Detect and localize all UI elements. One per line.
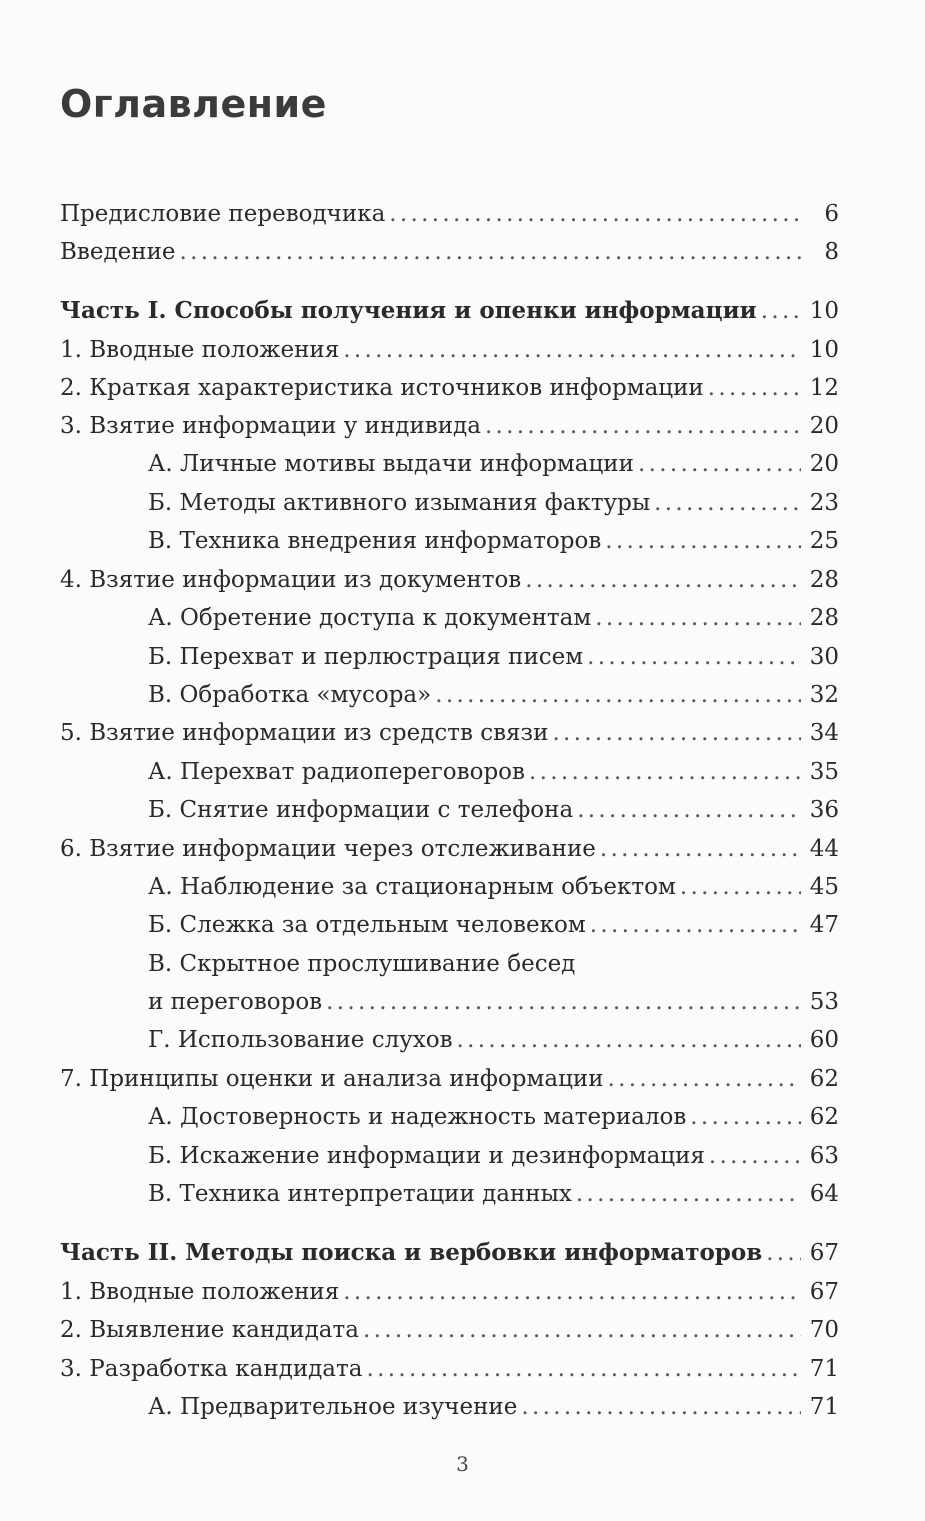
toc-entry bbox=[0, 1055, 839, 1093]
toc-entry-page: 30 bbox=[809, 644, 839, 670]
toc-entry-label: Б. Методы активного изымания фактуры bbox=[148, 490, 651, 516]
toc-entry-page: 47 bbox=[809, 912, 839, 938]
toc-leader-dots bbox=[363, 1316, 801, 1344]
toc-leader-dots bbox=[587, 643, 801, 671]
toc-entry-label: В. Техника внедрения информаторов bbox=[148, 528, 602, 554]
toc-leader-dots bbox=[608, 1065, 801, 1093]
toc-entry-page: 70 bbox=[809, 1317, 839, 1343]
toc-leader-dots bbox=[457, 1026, 801, 1054]
toc-entry-page: 20 bbox=[809, 451, 839, 477]
toc-entry-label: А. Достоверность и надежность материалов bbox=[148, 1104, 687, 1130]
toc-entry-label: и переговоров bbox=[148, 989, 323, 1015]
toc-entry-page: 32 bbox=[809, 682, 839, 708]
toc-entry-label: В. Скрытное прослушивание бесед bbox=[148, 951, 576, 977]
toc-entry-page: 34 bbox=[809, 720, 839, 746]
toc-entry bbox=[0, 440, 839, 478]
toc-entry bbox=[0, 825, 839, 863]
toc-leader-dots bbox=[576, 1180, 801, 1208]
toc-entry-label: 5. Взятие информации из средств связи bbox=[60, 720, 549, 746]
toc-entry-label: А. Личные мотивы выдачи информации bbox=[148, 451, 634, 477]
toc-leader-dots bbox=[521, 1393, 801, 1421]
toc-entry-label: 3. Взятие информации у индивида bbox=[60, 413, 481, 439]
toc-entry bbox=[0, 479, 839, 517]
toc-entry-label: А. Перехват радиопереговоров bbox=[148, 759, 525, 785]
toc-entry-label: Б. Искажение информации и дезинформация bbox=[148, 1143, 705, 1169]
toc-leader-dots bbox=[529, 758, 801, 786]
toc-entry-page: 35 bbox=[809, 759, 839, 785]
toc-entry-label: В. Обработка «мусора» bbox=[148, 682, 432, 708]
toc-leader-dots bbox=[343, 1278, 801, 1306]
toc-entry-label: А. Предварительное изучение bbox=[148, 1394, 518, 1420]
toc-leader-dots bbox=[690, 1103, 801, 1131]
toc-entry-page: 45 bbox=[809, 874, 839, 900]
toc-entry-label: Введение bbox=[60, 239, 176, 265]
toc-leader-dots bbox=[485, 412, 801, 440]
toc-part-heading bbox=[0, 1229, 839, 1267]
toc-entry bbox=[0, 786, 839, 824]
toc-entry-label: 7. Принципы оценки и анализа информации bbox=[60, 1066, 604, 1092]
toc-entry bbox=[0, 1383, 839, 1421]
toc-entry-label: Предисловие переводчика bbox=[60, 201, 386, 227]
toc-leader-dots bbox=[680, 873, 801, 901]
toc-entry-label: 6. Взятие информации через отслеживание bbox=[60, 836, 596, 862]
toc-entry bbox=[0, 1132, 839, 1170]
toc-entry-page: 6 bbox=[824, 201, 839, 227]
toc-entry-label: А. Наблюдение за стационарным объектом bbox=[148, 874, 676, 900]
toc-leader-dots bbox=[605, 527, 801, 555]
toc-leader-dots bbox=[343, 336, 801, 364]
toc-entry-label: 4. Взятие информации из документов bbox=[60, 567, 522, 593]
toc-entry-page: 67 bbox=[809, 1279, 839, 1305]
toc-entry bbox=[0, 633, 839, 671]
toc-entry bbox=[0, 748, 839, 786]
toc-entry-page: 62 bbox=[809, 1066, 839, 1092]
toc-entry-page: 25 bbox=[809, 528, 839, 554]
toc-entry-label: Часть I. Способы получения и опенки информации bbox=[60, 297, 757, 324]
toc-entry bbox=[0, 1345, 839, 1383]
toc-entry-label: Часть II. Методы поиска и вербовки информаторов bbox=[60, 1239, 763, 1266]
toc-entry bbox=[0, 1093, 839, 1131]
toc-entry bbox=[0, 1016, 839, 1054]
toc-leader-dots bbox=[766, 1239, 801, 1267]
toc-entry bbox=[0, 517, 839, 555]
toc-leader-dots bbox=[552, 719, 801, 747]
page-number: 3 bbox=[456, 1452, 469, 1476]
toc-entry bbox=[0, 1306, 839, 1344]
toc-entry-page: 20 bbox=[809, 413, 839, 439]
toc-entry bbox=[0, 863, 839, 901]
toc-entry-page: 60 bbox=[809, 1027, 839, 1053]
toc-entry bbox=[0, 978, 839, 1016]
toc-entry-label: Г. Использование слухов bbox=[148, 1027, 453, 1053]
toc-entry-label: Б. Слежка за отдельным человеком bbox=[148, 912, 586, 938]
toc-entry-label: 2. Выявление кандидата bbox=[60, 1317, 359, 1343]
toc-entry-page: 53 bbox=[809, 989, 839, 1015]
toc-entry-label: 2. Краткая характеристика источников информации bbox=[60, 375, 704, 401]
toc-entry bbox=[0, 326, 839, 364]
toc-entry-label: 1. Вводные положения bbox=[60, 337, 340, 363]
toc-entry-page: 71 bbox=[809, 1356, 839, 1382]
toc-entry-label: 3. Разработка кандидата bbox=[60, 1356, 363, 1382]
toc-entry-page: 8 bbox=[824, 239, 839, 265]
toc-entry bbox=[0, 190, 839, 228]
toc-entry bbox=[0, 402, 839, 440]
toc-entry-page: 28 bbox=[809, 567, 839, 593]
toc-leader-dots bbox=[709, 1142, 801, 1170]
toc-entry bbox=[0, 671, 839, 709]
toc-entry-page: 10 bbox=[809, 298, 839, 324]
toc-leader-dots bbox=[326, 988, 801, 1016]
toc-entry-page: 71 bbox=[809, 1394, 839, 1420]
toc-entry bbox=[0, 364, 839, 402]
toc-entry-page: 23 bbox=[809, 490, 839, 516]
toc-entry-page: 10 bbox=[809, 337, 839, 363]
toc-entry-page: 62 bbox=[809, 1104, 839, 1130]
toc-entry-label: В. Техника интерпретации данных bbox=[148, 1181, 572, 1207]
toc-part-heading bbox=[0, 287, 839, 325]
toc-entry bbox=[0, 940, 839, 978]
toc-leader-dots bbox=[600, 835, 801, 863]
toc-entry-page: 63 bbox=[809, 1143, 839, 1169]
toc-leader-dots bbox=[389, 200, 801, 228]
toc-leader-dots bbox=[525, 566, 801, 594]
toc-entry bbox=[0, 594, 839, 632]
toc-entry-label: Б. Перехват и перлюстрация писем bbox=[148, 644, 584, 670]
toc-leader-dots bbox=[761, 297, 801, 325]
toc-entry bbox=[0, 1268, 839, 1306]
toc-leader-dots bbox=[366, 1355, 801, 1383]
toc-leader-dots bbox=[435, 681, 801, 709]
toc-entry bbox=[0, 228, 839, 266]
toc-entry-page: 36 bbox=[809, 797, 839, 823]
toc-entry-label: 1. Вводные положения bbox=[60, 1279, 340, 1305]
toc-leader-dots bbox=[638, 450, 801, 478]
toc-entry bbox=[0, 1170, 839, 1208]
toc-entry bbox=[0, 556, 839, 594]
toc-leader-dots bbox=[708, 374, 801, 402]
toc-entry-page: 12 bbox=[809, 375, 839, 401]
toc-leader-dots bbox=[180, 238, 801, 266]
toc-entry-page: 67 bbox=[809, 1240, 839, 1266]
page-title: Оглавление bbox=[60, 82, 327, 126]
toc-entry-label: Б. Снятие информации с телефона bbox=[148, 797, 574, 823]
toc-leader-dots bbox=[654, 489, 801, 517]
toc-entry bbox=[0, 901, 839, 939]
toc-leader-dots bbox=[595, 604, 801, 632]
toc-leader-dots bbox=[590, 911, 801, 939]
toc-leader-dots bbox=[577, 796, 801, 824]
toc-entry-page: 28 bbox=[809, 605, 839, 631]
toc-entry-page: 44 bbox=[809, 836, 839, 862]
toc-entry-label: А. Обретение доступа к документам bbox=[148, 605, 592, 631]
toc-entry-page: 64 bbox=[809, 1181, 839, 1207]
toc-entry bbox=[0, 709, 839, 747]
